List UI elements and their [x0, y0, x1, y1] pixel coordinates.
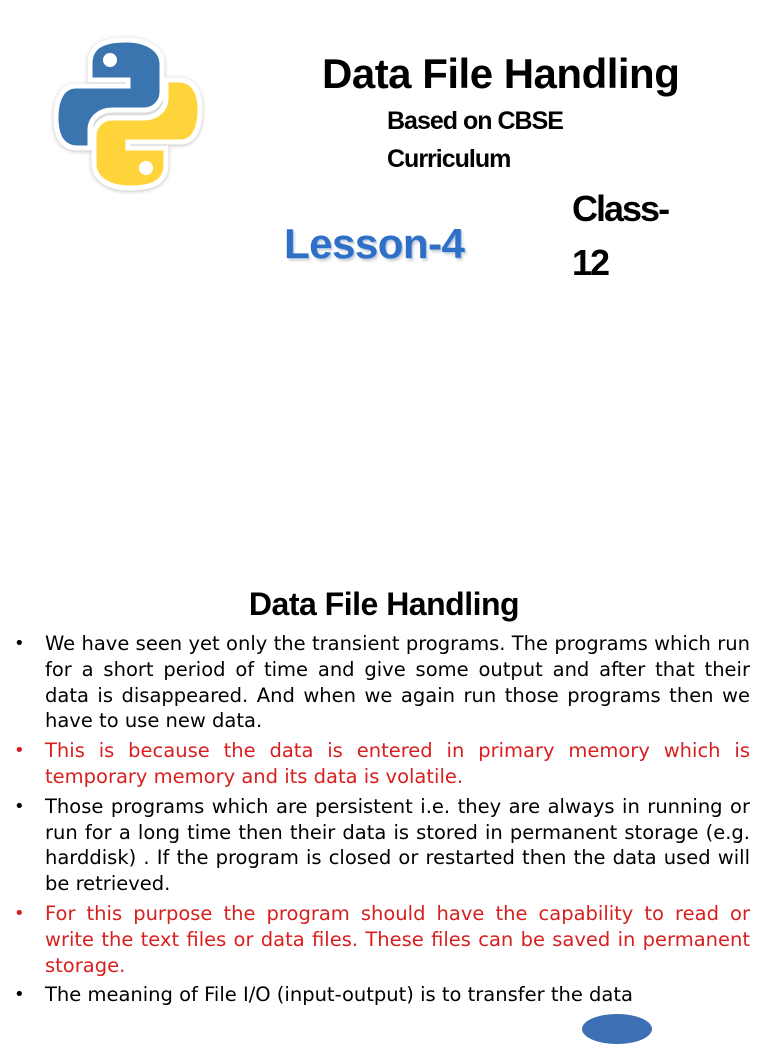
subtitle: Based on CBSE Curriculum — [387, 107, 563, 173]
lesson-label: Lesson-4 — [284, 220, 465, 267]
class-label: Class-12 — [572, 188, 669, 283]
page-title: Data File Handling — [322, 50, 680, 97]
decorative-shape — [582, 1014, 652, 1044]
python-logo-icon — [48, 34, 208, 194]
bullet-item: • Those programs which are persistent i.e. they are always in running or run for a long time then their data is stored in permanent storage (e.g. harddisk) . If the program is closed or restarted then the data used will be retrieved. — [0, 794, 768, 897]
bullet-item: • We have seen yet only the transient programs. The programs which run for a short period of time and give some output and after that their data is disappeared. And when we again run those programs then we have to use new data. — [0, 631, 768, 734]
bullet-list — [0, 631, 768, 1012]
bullet-item: • For this purpose the program should have the capability to read or write the text files or data files. These files can be saved in permanent storage. — [0, 901, 768, 978]
bullet-item: • The meaning of File I/O (input-output) is to transfer the data — [0, 982, 768, 1008]
bullet-item: • This is because the data is entered in primary memory which is temporary memory and its data is volatile. — [0, 738, 768, 790]
section-heading: Data File Handling — [248, 586, 520, 622]
